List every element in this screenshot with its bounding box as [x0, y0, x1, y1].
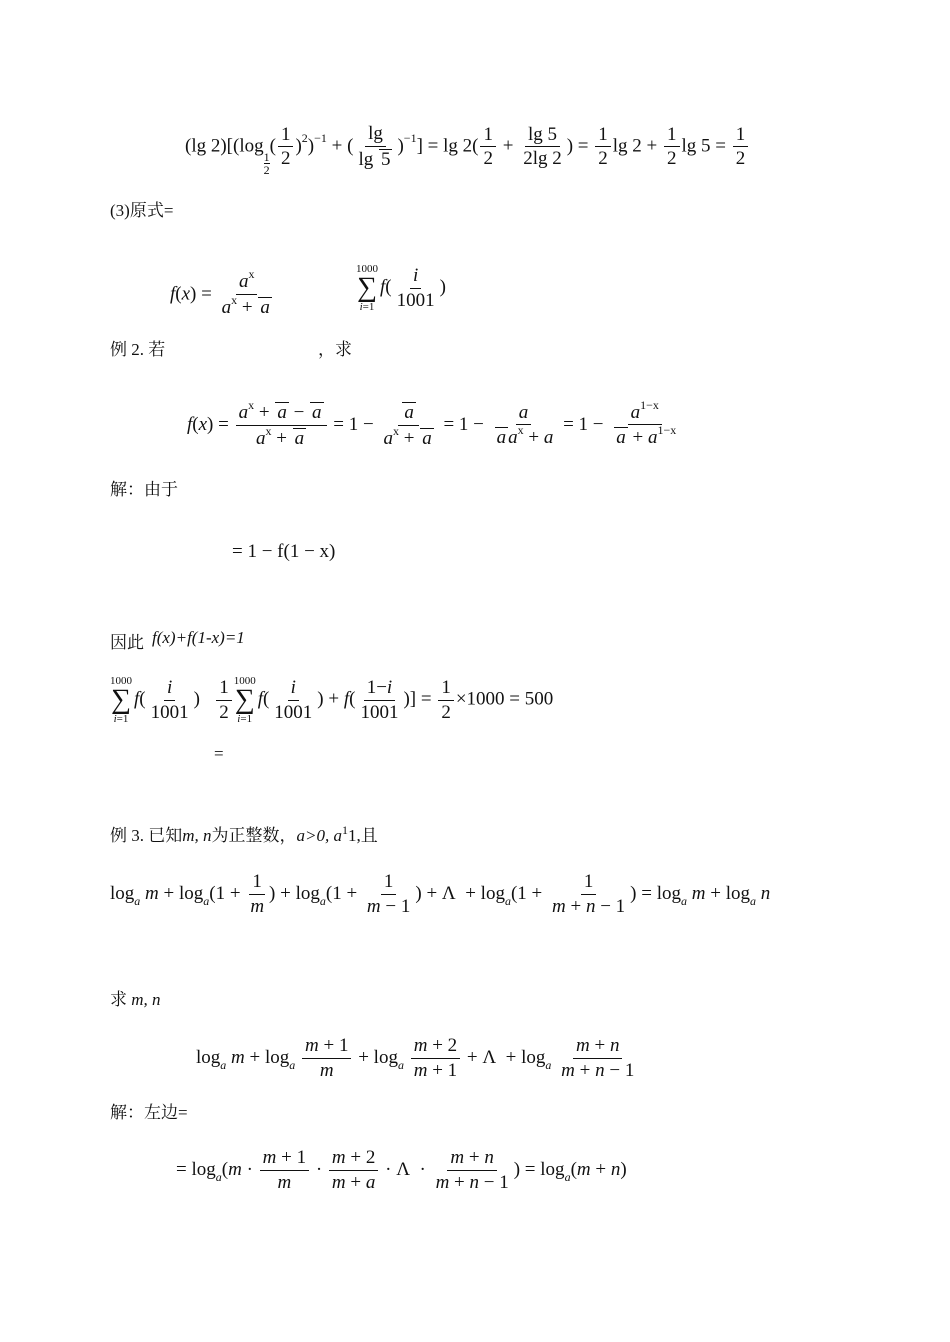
- example-3-prefix: 例 3. 已知: [110, 826, 183, 845]
- ask-vars: m, n: [131, 990, 161, 1009]
- example-3-cond2: 1,且: [348, 826, 378, 845]
- ask-label: 求: [110, 990, 127, 1009]
- hence-identity: f(x)+f(1-x)=1: [152, 628, 245, 647]
- example-3-mid: 为正整数，: [211, 826, 297, 845]
- sum-expression: 1000 ∑ i=1 f( $\frac{i}{1001}$ ): [356, 263, 446, 313]
- equals-sign: =: [214, 744, 224, 763]
- solution-2-chain: f(x) = $\frac{a^x + a - a}{a^x + a}$ = 1 − $\frac{a}{a^x + a}$ = 1 − $\frac{a}{a a^x + a}$ = 1 − $\frac{a^{1-x}}{a + a^{1-x}}$: [187, 397, 677, 449]
- ask-line: [110, 985, 161, 1010]
- example-3-cond1-sup: 1: [342, 823, 349, 837]
- solution-2-label: 解：由于: [110, 480, 178, 499]
- label-part-3: (3)原式=: [110, 201, 174, 220]
- example-3-cond1: a>0, a: [296, 826, 343, 845]
- f-definition: f(x) = $\frac{a^x}{a^x + a}$: [170, 267, 270, 318]
- sum-chain: 1000 ∑ i=1 f( $\frac{i}{1001}$ ) $\frac{1}{2}$ 1000 ∑ i=1 f( $\frac{i}{1001}$ ) + f( $\frac{1-i}{1001}$ )] = $\frac{1}{2}$ ×1000 = 500: [110, 675, 554, 725]
- solution-2-result: = 1 − f(1 − x): [232, 541, 336, 562]
- example-3-equation: $\log_a m + \log_a(1$ + $\frac{1}{m}$ ) + $\log_a(1$ + $\frac{1}{m - 1}$ ) + $\Lambda + \log_a(1$ + $\frac{1}{m + n - 1}$ ) = $\log_a m + \log_a n$: [110, 871, 771, 917]
- example-3-statement: [110, 821, 378, 846]
- hence-label: 因此: [110, 633, 144, 652]
- equation-lg-evaluation: (lg 2)[(log $\frac{1}{2}$ ( $\frac{1}{2}$ )$^2$)$^{-1}$ + ( $\frac{\lg}{\lg 5}$ )$^{-1}$] = lg 2( $\frac{1}{2}$ + $\frac{\lg 5}{2\lg 2}$ ) = $\frac{1}{2}$ lg 2 + $\frac{1}{2}$ lg 5 = $\frac{1}{2}$: [185, 124, 750, 170]
- solution-3-chain: = $\log_a(m$ · $\frac{m + 1}{m}$ · $\frac{m + 2}{m + a}$ · Λ · $\frac{m + n}{m + n - 1}$ ) = $\log_a(m + n)$: [176, 1147, 627, 1193]
- example-2-suffix: ，求: [318, 340, 352, 359]
- solution-3-label: 解：左边=: [110, 1103, 188, 1122]
- example-2-prefix: 例 2. 若: [110, 340, 166, 359]
- example-3-expression: $\log_a m + \log_a$ $\frac{m + 1}{m}$ + $\log_a$ $\frac{m + 2}{m + 1}$ + $\Lambda + \log_a$ $\frac{m + n}{m + n - 1}$: [196, 1035, 635, 1081]
- example-3-vars: m, n: [182, 826, 212, 845]
